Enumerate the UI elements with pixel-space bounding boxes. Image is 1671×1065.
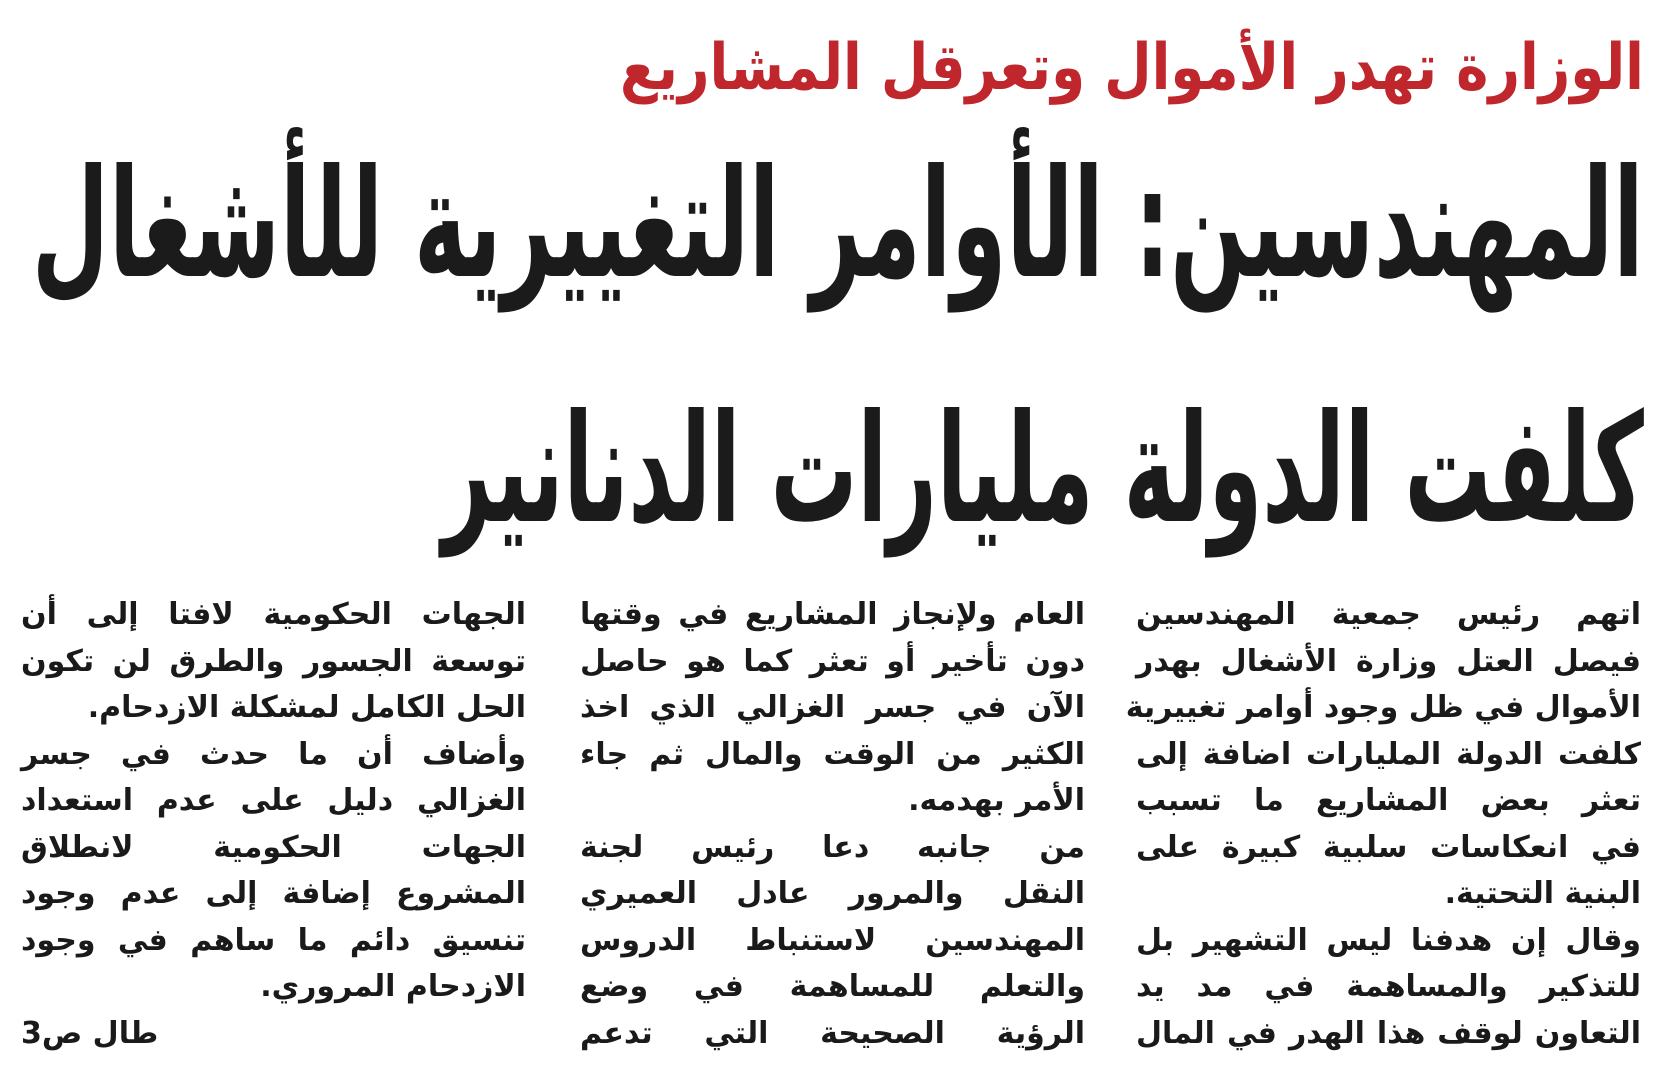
body-text-line: الجهات الحكومية لافتا إلى أن [21,597,526,632]
body-text-line: كلفت الدولة المليارات اضافة إلى [1136,736,1641,772]
body-text-line: من جانبه دعا رئيس لجنة [580,829,1085,865]
body-text-line: العام ولإنجاز المشاريع في وقتها [580,597,1085,632]
body-text-line: الحل الكامل لمشكلة الازدحام. [87,690,526,725]
body-text-line: تعثر بعض المشاريع ما تسبب [1136,783,1641,818]
body-text-line: المشروع إضافة إلى عدم وجود [21,876,526,911]
body-text-line: الآن في جسر الغزالي الذي اخذ [580,690,1085,725]
body-text-line: في انعكاسات سلبية كبيرة على [1136,829,1641,865]
body-text-line: دون تأخير أو تعثر كما هو حاصل [580,643,1085,679]
body-text-line: تنسيق دائم ما ساهم في وجود [21,922,526,958]
body-text-line: وأضاف أن ما حدث في جسر [21,736,526,772]
main-headline-line-1: المهندسين: الأوامر التغييرية للأشغال [32,138,1644,312]
body-text-line: التعاون لوقف هذا الهدر في المال [1136,1015,1641,1051]
body-text-line: اتهم رئيس جمعية المهندسين [1136,597,1641,632]
body-text-line: الأموال في ظل وجود أوامر تغييرية [1125,690,1641,725]
body-text-line: البنية التحتية. [1444,876,1641,911]
body-text-line: فيصل العتل وزارة الأشغال بهدر [1136,643,1641,679]
body-text-line: الكثير من الوقت والمال ثم جاء [580,736,1085,772]
main-headline-line-2: كلفت الدولة مليارات الدنانير [442,383,1644,557]
body-text-line: الجهات الحكومية لانطلاق [21,829,526,865]
body-text-line: وقال إن هدفنا ليس التشهير بل [1136,922,1641,958]
body-text-line: المهندسين لاستنباط الدروس [580,922,1085,958]
body-text-line: الرؤية الصحيحة التي تدعم [580,1015,1085,1051]
kicker-headline: الوزارة تهدر الأموال وتعرقل المشاريع [620,31,1644,105]
body-text-line: الأمر بهدمه. [908,783,1085,818]
body-text-line: والتعلم للمساهمة في وضع [580,969,1085,1004]
article-column-1 [1125,592,1641,1057]
continued-on-page-link[interactable]: طال ص3 [21,1015,159,1051]
body-text-line: النقل والمرور عادل العميري [580,876,1085,911]
article-column-2 [580,592,1085,1057]
body-text-line: الغزالي دليل على عدم استعداد [21,783,526,818]
body-text-line: الازدحام المروري. [260,969,526,1004]
article-column-3 [21,592,526,1057]
body-text-line: توسعة الجسور والطرق لن تكون [21,643,526,679]
body-text-line: للتذكير والمساهمة في مد يد [1136,969,1641,1004]
